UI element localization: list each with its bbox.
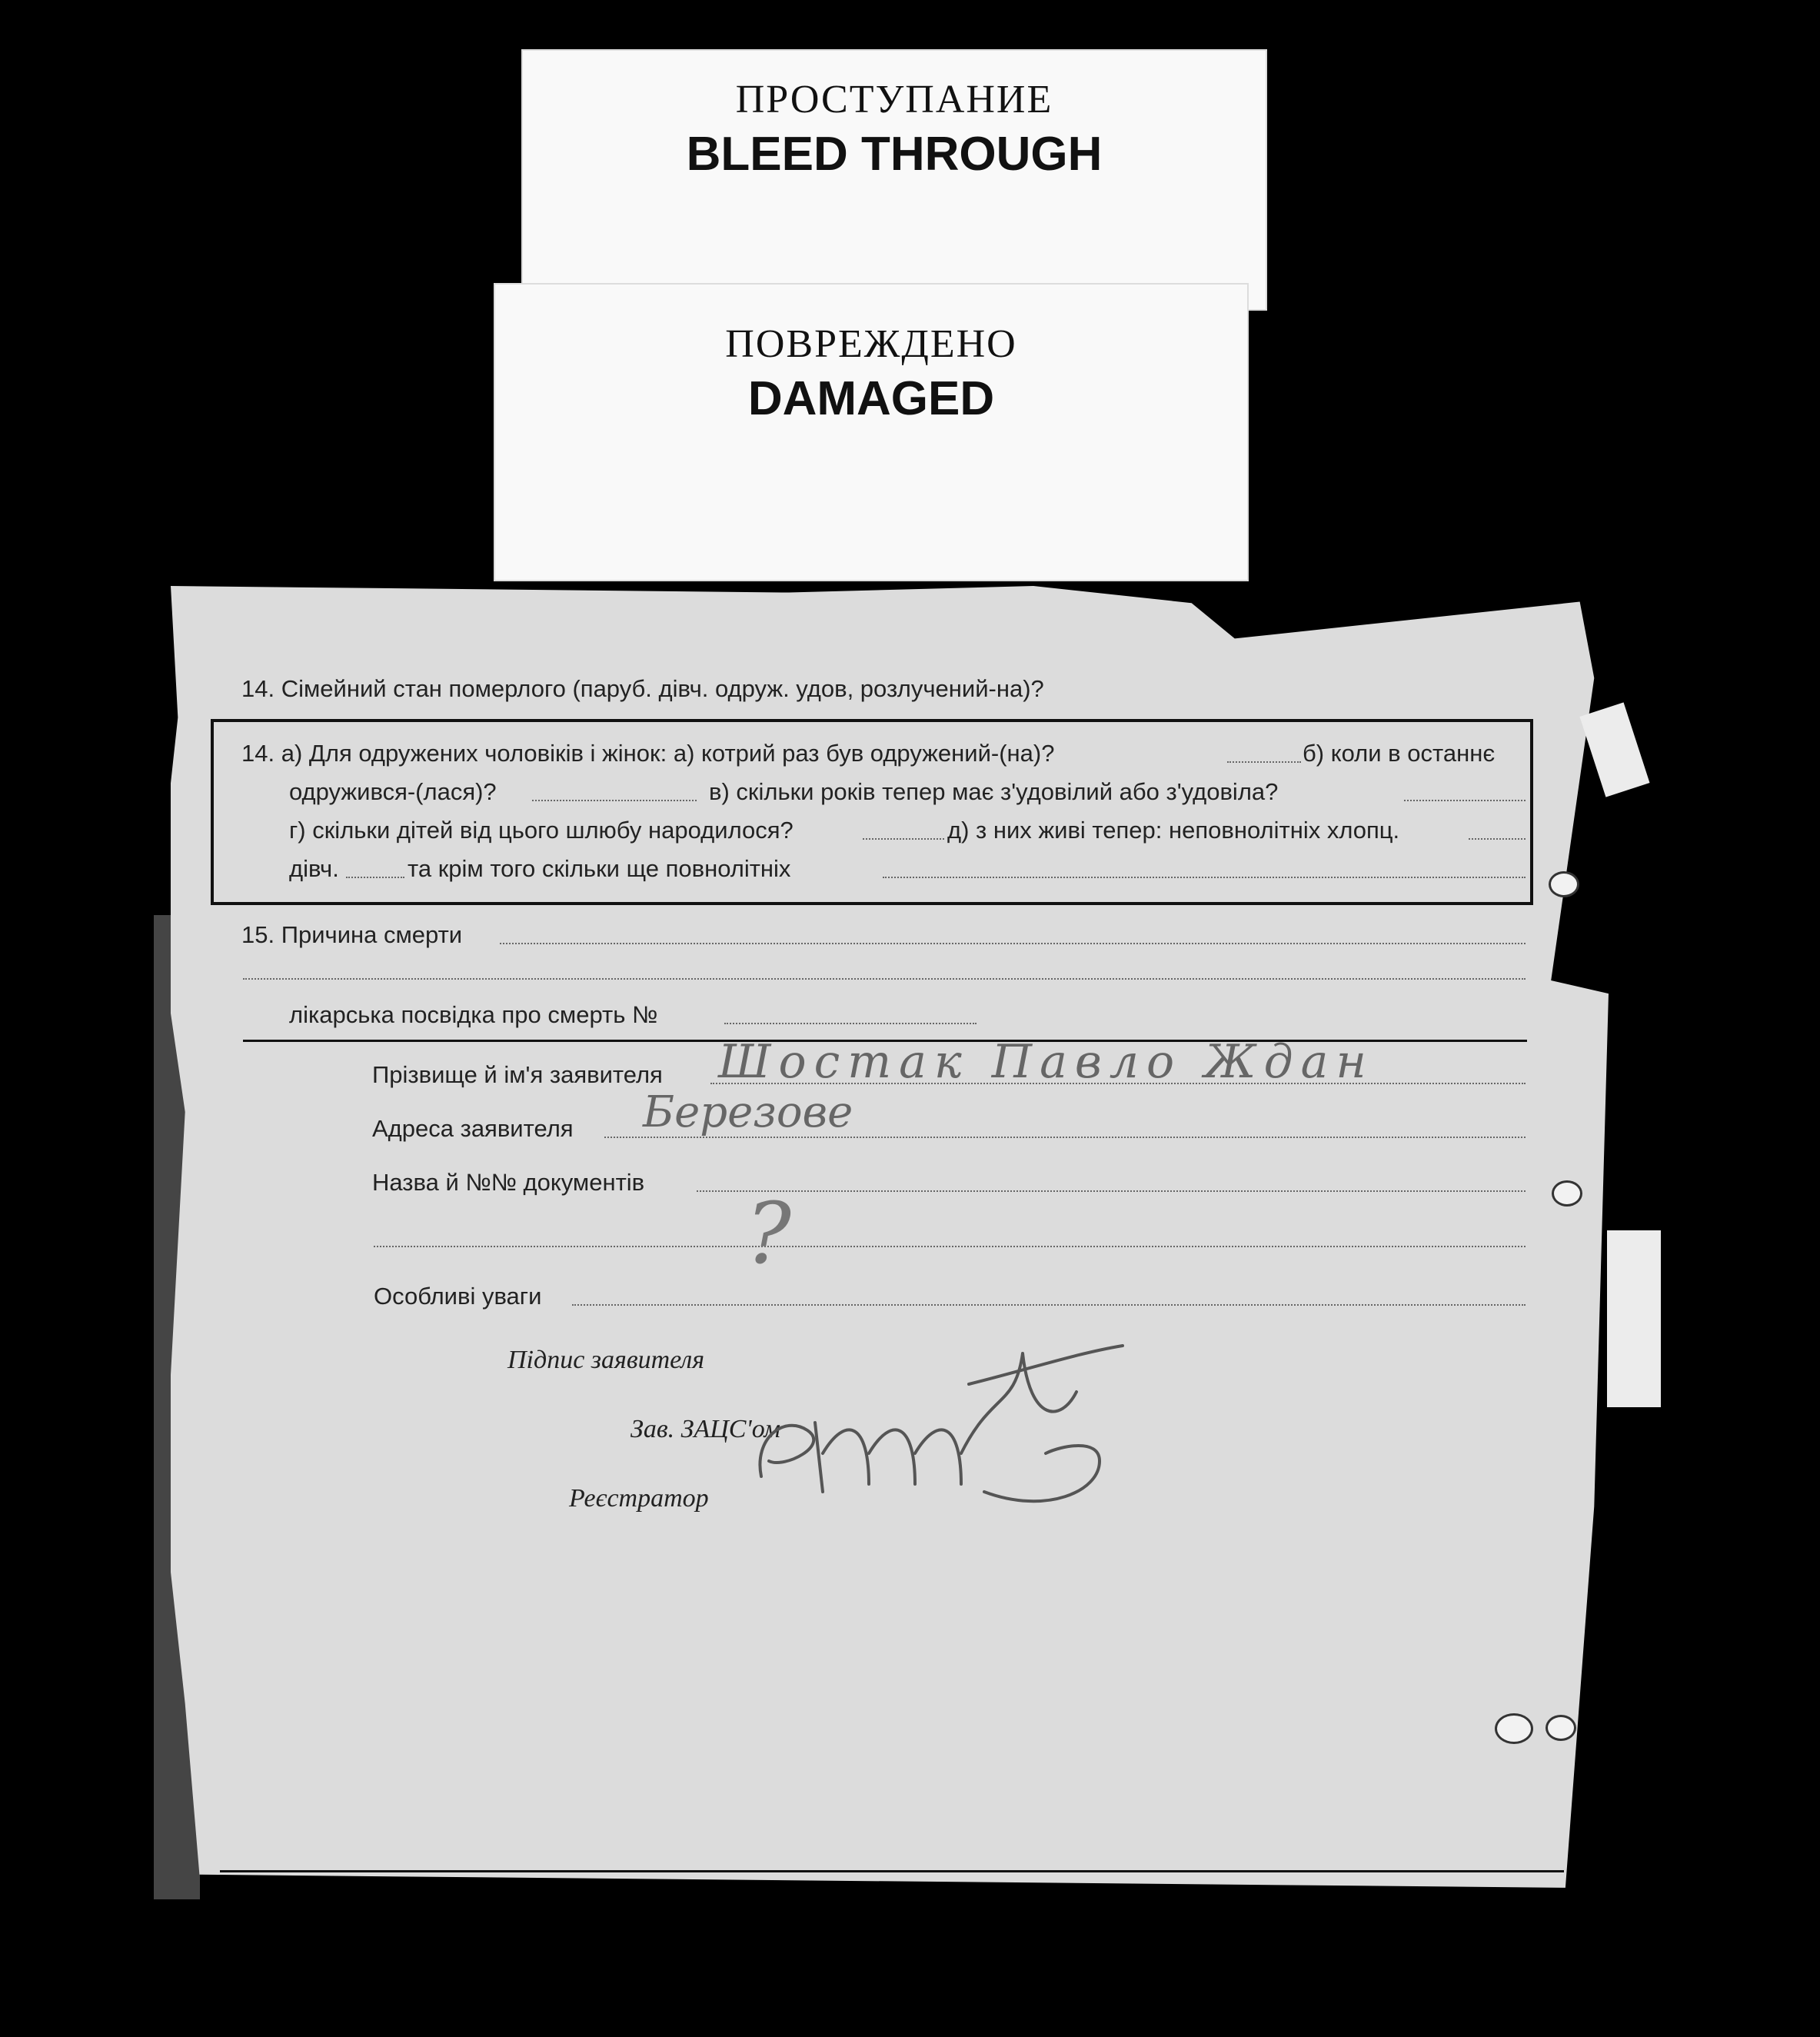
q14a-line3-b: д) з них живі тепер: неповнолітніх хлопц.	[947, 817, 1400, 844]
fill-line	[863, 838, 944, 840]
damaged-ua: ПОВРЕЖДЕНО	[725, 322, 1017, 366]
death-certificate-label: лікарська посвідка про смерть №	[289, 1001, 658, 1028]
fill-line	[243, 978, 1526, 980]
fill-line	[1227, 761, 1301, 763]
q14a-line2-a: одружився-(лася)?	[289, 778, 497, 805]
bottom-rule	[220, 1870, 1564, 1872]
fill-line	[374, 1246, 1526, 1247]
fill-line	[1404, 800, 1526, 801]
fill-line	[697, 1190, 1526, 1192]
fill-line	[883, 877, 1526, 878]
applicant-name-label: Прізвище й ім'я заявителя	[372, 1061, 663, 1088]
bleed-through-ua: ПРОСТУПАНИЕ	[735, 78, 1053, 121]
bleed-through-en: BLEED THROUGH	[686, 128, 1103, 181]
documents-label: Назва й №№ документів	[372, 1169, 645, 1196]
damaged-en: DAMAGED	[747, 372, 995, 425]
fill-line	[724, 1023, 977, 1024]
fill-line	[1469, 838, 1526, 840]
question-14: 14. Сімейний стан померлого (паруб. дівч. одруж. удов, розлучений-на)?	[241, 675, 1044, 702]
applicant-name-handwriting: Шостак Павло Ждан	[718, 1035, 1374, 1089]
torn-corner	[1579, 702, 1649, 797]
applicant-address-handwriting: Березове	[643, 1087, 853, 1137]
applicant-signature-label: Підпис заявителя	[507, 1346, 705, 1374]
fill-line	[532, 800, 697, 801]
punch-hole	[1495, 1713, 1533, 1744]
damaged-card	[494, 283, 1249, 581]
q14a-line1-b: б) коли в останнє	[1303, 740, 1496, 767]
q14a-line4-a: дівч.	[289, 855, 339, 882]
fill-line	[500, 943, 1526, 944]
q14a-line3-a: г) скільки дітей від цього шлюбу народилося?	[289, 817, 794, 844]
applicant-address-label: Адреса заявителя	[372, 1115, 574, 1142]
q14a-line2-b: в) скільки років тепер має з'удовілий або з'удовіла?	[709, 778, 1279, 805]
punch-hole	[1546, 1715, 1576, 1741]
question-15: 15. Причина смерти	[241, 921, 463, 948]
documents-handwriting: ?	[746, 1184, 791, 1283]
registry-head-label: Зав. ЗАЦС'ом	[631, 1415, 781, 1443]
fill-line	[346, 877, 404, 878]
remarks-label: Особливі уваги	[374, 1283, 542, 1310]
registrar-label: Реєстратор	[569, 1484, 709, 1513]
q14a-line1-a: 14. а) Для одружених чоловіків і жінок: а) котрий раз був одружений-(на)?	[241, 740, 1055, 767]
registrar-signature	[738, 1300, 1169, 1530]
punch-hole	[1549, 871, 1579, 897]
torn-edge	[1607, 1230, 1661, 1407]
punch-hole	[1552, 1180, 1582, 1207]
q14a-line4-b: та крім того скільки ще повнолітніх	[408, 855, 791, 882]
bleed-through-card	[521, 49, 1267, 311]
